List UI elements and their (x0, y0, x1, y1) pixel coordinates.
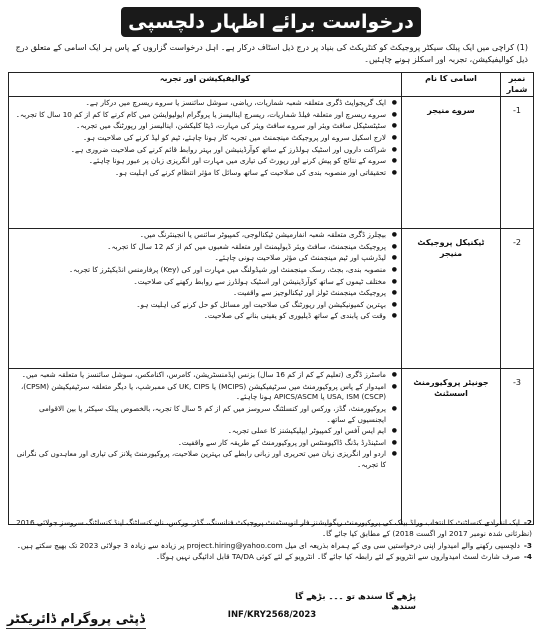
list-item: ● ایم ایس آفس اور کمپیوٹر ایپلیکیشنز کا عملی تجربہ۔ (12, 426, 388, 437)
footnote (10, 518, 532, 540)
qualification-list (12, 98, 398, 178)
position-name-cell (402, 369, 501, 525)
list-item: ● لیڈرشپ اور ٹیم مینجمنٹ کی مؤثر صلاحیت ہونی چاہئے۔ (12, 253, 388, 264)
row-number: 1- (513, 106, 521, 116)
list-item: ● شراکت داروں اور اسٹیک ہولڈرز کے ساتھ کوآرڈینیشن اور بہتر روابط قائم کرنے کی صلاحیت ضروری ہے۔ (12, 145, 388, 156)
list-item: ● اسٹینڈرڈ بڈنگ ڈاکیومنٹس اور پروکیورمنٹ کے طریقہ کار سے واقفیت۔ (12, 438, 388, 449)
list-item: ● تحقیقاتی اور منصوبہ بندی کی صلاحیت کے ساتھ وسائل کا مؤثر انتظام کرنے کی اہلیت ہو۔ (12, 168, 388, 179)
list-item: ● پروجیکٹ مینجمنٹ ٹولز اور ٹیکنالوجیز سے واقفیت۔ (12, 288, 388, 299)
positions-table (8, 72, 534, 525)
row-number: 2- (513, 238, 521, 248)
footnote-text: صرف شارٹ لسٹ امیدواروں سے انٹرویو کے لئے رابطہ کیا جائے گا۔ انٹرویو کے لئے کوئی TA/DA قابل ادائیگی نہیں ہوگا۔ (155, 552, 520, 562)
footnote-text: ایک انفرادی کنسلٹنٹ کا انتخاب ورلڈ بینک کی پروکیورمنٹ ریگولیشنز فار انویسٹمنٹ پروجیکٹ فنانسنگ، گڈز، ورکس، نان کنسلٹنگ اینڈ کنسلٹنگ سروسز جولائی 2016 (نظرثانی شدہ نومبر 2017 اور اگست 2018) کے مطابق کیا جائے گا۔ (16, 518, 532, 538)
qualification-cell (9, 229, 402, 369)
row-number-cell (501, 369, 534, 525)
column-header-position: اسامی کا نام (402, 73, 501, 97)
intro-paragraph: (1) کراچی میں ایک پبلک سیکٹر پروجیکٹ کو کنٹریکٹ کی بنیاد پر درج ذیل اسٹاف درکار ہے۔ اہل درخواست گزاروں کے پاس ہر ایک اسامی کے متعلق درج ذیل کوالیفیکیشن، تجربہ اور اسکلز ہونے چاہئیں۔ (15, 43, 528, 64)
footnote (10, 552, 532, 563)
column-header-qualification: کوالیفیکیشن اور تجربہ (9, 73, 402, 97)
qualification-list (12, 370, 398, 470)
list-item: ● بہترین کمیونیکیشن اور رپورٹنگ کی صلاحیت اور مسائل کو حل کرنے کی اہلیت ہو۔ (12, 300, 388, 311)
row-number-cell (501, 229, 534, 369)
list-item: ● وقت کی پابندی کے ساتھ ڈیلیوری کو یقینی بنانے کی صلاحیت۔ (12, 311, 388, 322)
list-item: ● ایک گریجوایٹ ڈگری متعلقہ شعبہ شماریات، ریاضی، سوشل سائنسز یا سروے ریسرچ میں درکار ہے۔ (12, 98, 388, 109)
list-item: ● بیچلرز ڈگری متعلقہ شعبہ انفارمیشن ٹیکنالوجی، کمپیوٹر سائنس یا انجینئرنگ میں۔ (12, 230, 388, 241)
page-title: درخواست برائے اظہار دلچسپی (121, 7, 421, 37)
position-name: سروے منیجر (427, 106, 475, 116)
list-item: ● ماسٹرز ڈگری (تعلیم کے کم از کم 16 سال) بزنس ایڈمنسٹریشن، کامرس، اکنامکس، سوشل سائنسز یا متعلقہ شعبہ میں۔ (12, 370, 388, 381)
position-name: جونیئر پروکیورمنٹ اسسٹنٹ (413, 378, 489, 398)
footnote (10, 541, 532, 552)
footnotes (10, 518, 532, 564)
table-row (9, 229, 534, 369)
footnote-number: 4- (523, 552, 532, 562)
position-name: ٹیکنیکل پروجیکٹ منیجر (417, 238, 485, 258)
row-number-cell (501, 97, 534, 229)
footnote-number: 2- (523, 518, 532, 527)
signatory: ڈپٹی پروگرام ڈائریکٹر (7, 612, 145, 627)
column-header-number: نمبر شمار (501, 73, 534, 97)
list-item: ● اردو اور انگریزی زبان میں تحریری اور زبانی رابطے کی بہترین صلاحیت، پروکیورمنٹ پلانز کی تیاری اور معاہدوں کی نگرانی کا تجربہ۔ (12, 449, 388, 470)
qualification-cell (9, 97, 402, 229)
footnote-number: 3- (523, 540, 532, 550)
list-item: ● پروجیکٹ مینجمنٹ، سافٹ ویئر ڈیولپمنٹ اور متعلقہ شعبوں میں کم از کم 12 سال کا تجربہ۔ (12, 242, 388, 253)
list-item: ● سروے ریسرچ اور متعلقہ فیلڈ شماریات، ریسرچ اینالیسز یا پروگرام ایولیوایشن میں کام کرنے کا کم از کم 10 سال کا تجربہ۔ (12, 110, 388, 121)
list-item: ● سٹیٹسٹیکل سافٹ ویئر اور سروے سافٹ ویئر کی مہارت، ڈیٹا کلیکشن، اینالیسز اور رپورٹنگ میں تجربہ۔ (12, 121, 388, 132)
list-item: ● مختلف ٹیموں کے ساتھ کوآرڈینیشن اور اسٹیک ہولڈرز سے روابط رکھنے کی صلاحیت۔ (12, 277, 388, 288)
qualification-list (12, 230, 398, 322)
position-name-cell (402, 97, 501, 229)
list-item: ● منصوبہ بندی، بجٹ، رسک مینجمنٹ اور شیڈولنگ میں مہارت اور کی (Key) پرفارمنس انڈیکیٹرز کا تجربہ۔ (12, 265, 388, 276)
list-item: ● لارج اسکیل سروے اور پروجیکٹ مینجمنٹ میں تجربہ کار ہونا چاہئے، ٹیم کو لیڈ کرنے کی صلاحیت ہو۔ (12, 133, 388, 144)
reference-number: INF/KRY2568/2023 (227, 610, 317, 620)
list-item: ● سروے کے نتائج کو پیش کرنے اور رپورٹ کی تیاری میں مہارت اور انگریزی زبان پر عبور ہونا چاہئے۔ (12, 156, 388, 167)
position-name-cell (402, 229, 501, 369)
footnote-text: دلچسپی رکھنے والے امیدوار اپنی درخواستیں سی وی کے ہمراہ بذریعہ ای میل project.hiring@yahoo.com پر زیادہ سے زیادہ 3 جولائی 2023 تک بھیج سکتے ہیں۔ (16, 540, 520, 550)
table-row (9, 369, 534, 525)
row-number: 3- (513, 378, 521, 388)
list-item: ● امیدوار کے پاس پروکیورمنٹ میں سرٹیفیکیشن (MCIPS) یا UK, CIPS کی ممبرشپ، یا دیگر متعلقہ سرٹیفیکیشن (CPSM)، USA, ISM (CSCP) یا APICS/ASCM ہونا چاہئے۔ (12, 382, 388, 403)
table-row (9, 97, 534, 229)
qualification-cell (9, 369, 402, 525)
table-header-row (9, 73, 534, 97)
motto: پڑھے گا سندھ تو ۔۔۔ بڑھے گا سندھ (295, 592, 416, 612)
list-item: ● پروکیورمنٹ، گڈز، ورکس اور کنسلٹنگ سروسز میں کم از کم 5 سال کا تجربہ، بالخصوص پبلک سیکٹر یا بین الاقوامی ایجنسیوں کے ساتھ۔ (12, 404, 388, 425)
signature-rule (6, 628, 146, 629)
